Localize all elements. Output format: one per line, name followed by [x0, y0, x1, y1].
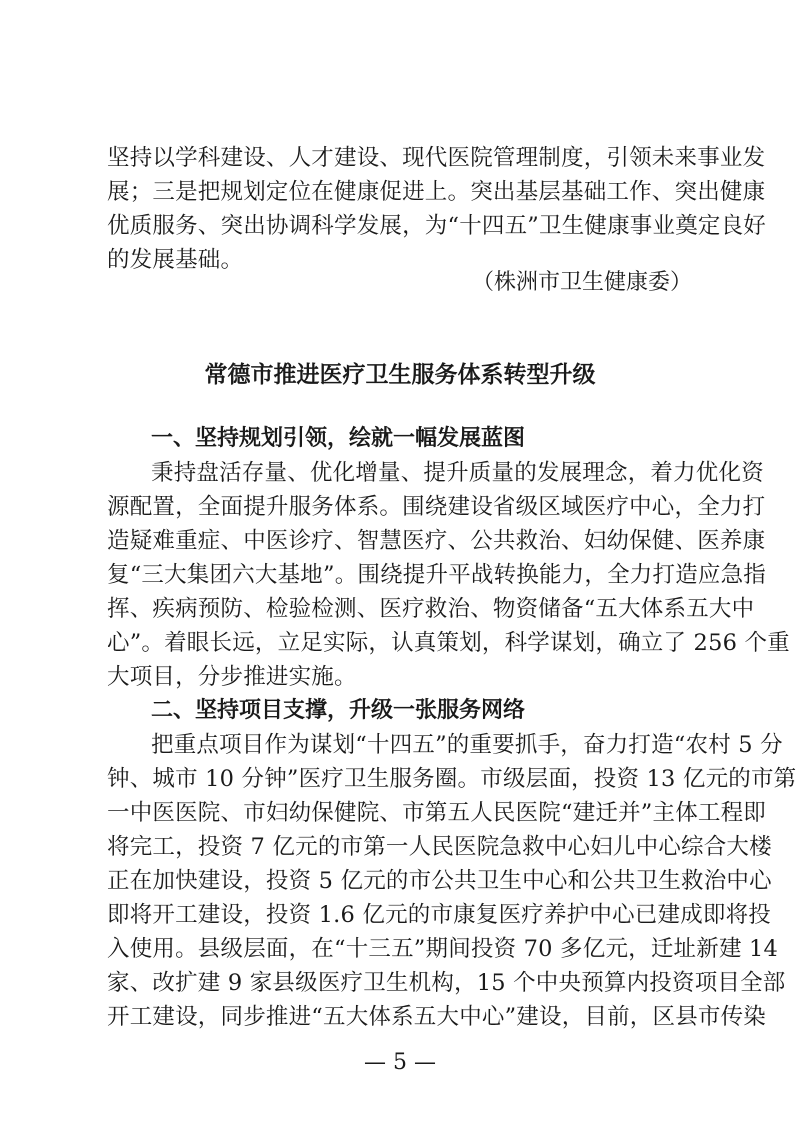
body-text-line: 展；三是把规划定位在健康促进上。突出基层基础工作、突出健康: [107, 179, 766, 205]
body-text-line: 复“三大集团六大基地”。围绕提升平战转换能力，全力打造应急指: [107, 562, 767, 588]
body-text-line: 的发展基础。: [107, 247, 244, 273]
body-text-line: 源配置，全面提升服务体系。围绕建设省级区域医疗中心，全力打: [107, 494, 766, 520]
body-text-line: 心”。着眼长远，立足实际，认真策划，科学谋划，确立了 256 个重: [107, 630, 790, 656]
body-text-line: 将完工，投资 7 亿元的市第一人民医院急救中心妇儿中心综合大楼: [107, 834, 772, 860]
body-text-line: 即将开工建设，投资 1.6 亿元的市康复医疗养护中心已建成即将投: [107, 902, 771, 928]
page-number: — 5 —: [364, 1050, 436, 1075]
source-attribution: （株洲市卫生健康委）: [471, 270, 692, 295]
body-text-line: 钟、城市 10 分钟”医疗卫生服务圈。市级层面，投资 13 亿元的市第: [107, 766, 797, 792]
body-text-line: 一中医医院、市妇幼保健院、市第五人民医院“建迁并”主体工程即: [107, 800, 767, 826]
body-text-line: 正在加快建设，投资 5 亿元的市公共卫生中心和公共卫生救治中心: [107, 868, 772, 894]
body-text-line: 入使用。县级层面，在“十三五”期间投资 70 多亿元，迁址新建 14: [107, 936, 779, 962]
section-heading-1: 一、坚持规划引领，绘就一幅发展蓝图: [151, 426, 526, 451]
article-title: 常德市推进医疗卫生服务体系转型升级: [204, 361, 596, 388]
body-text-line: 挥、疾病预防、检验检测、医疗救治、物资储备“五大体系五大中: [107, 596, 755, 622]
body-text-line: 大项目，分步推进实施。: [107, 664, 357, 690]
body-text-line: 优质服务、突出协调科学发展，为“十四五”卫生健康事业奠定良好: [107, 213, 767, 239]
body-text-line: 造疑难重症、中医诊疗、智慧医疗、公共救治、妇幼保健、医养康: [107, 528, 766, 554]
body-text-line: 坚持以学科建设、人才建设、现代医院管理制度，引领未来事业发: [107, 145, 766, 171]
section-heading-2: 二、坚持项目支撑，升级一张服务网络: [151, 698, 526, 723]
body-text-line: 家、改扩建 9 家县级医疗卫生机构，15 个中央预算内投资项目全部: [107, 970, 786, 996]
body-text-line: 开工建设，同步推进“五大体系五大中心”建设，目前，区县市传染: [107, 1004, 767, 1030]
body-text-line: 把重点项目作为谋划“十四五”的重要抓手，奋力打造“农村 5 分: [151, 732, 783, 758]
body-text-line: 秉持盘活存量、优化增量、提升质量的发展理念，着力优化资: [151, 460, 764, 486]
